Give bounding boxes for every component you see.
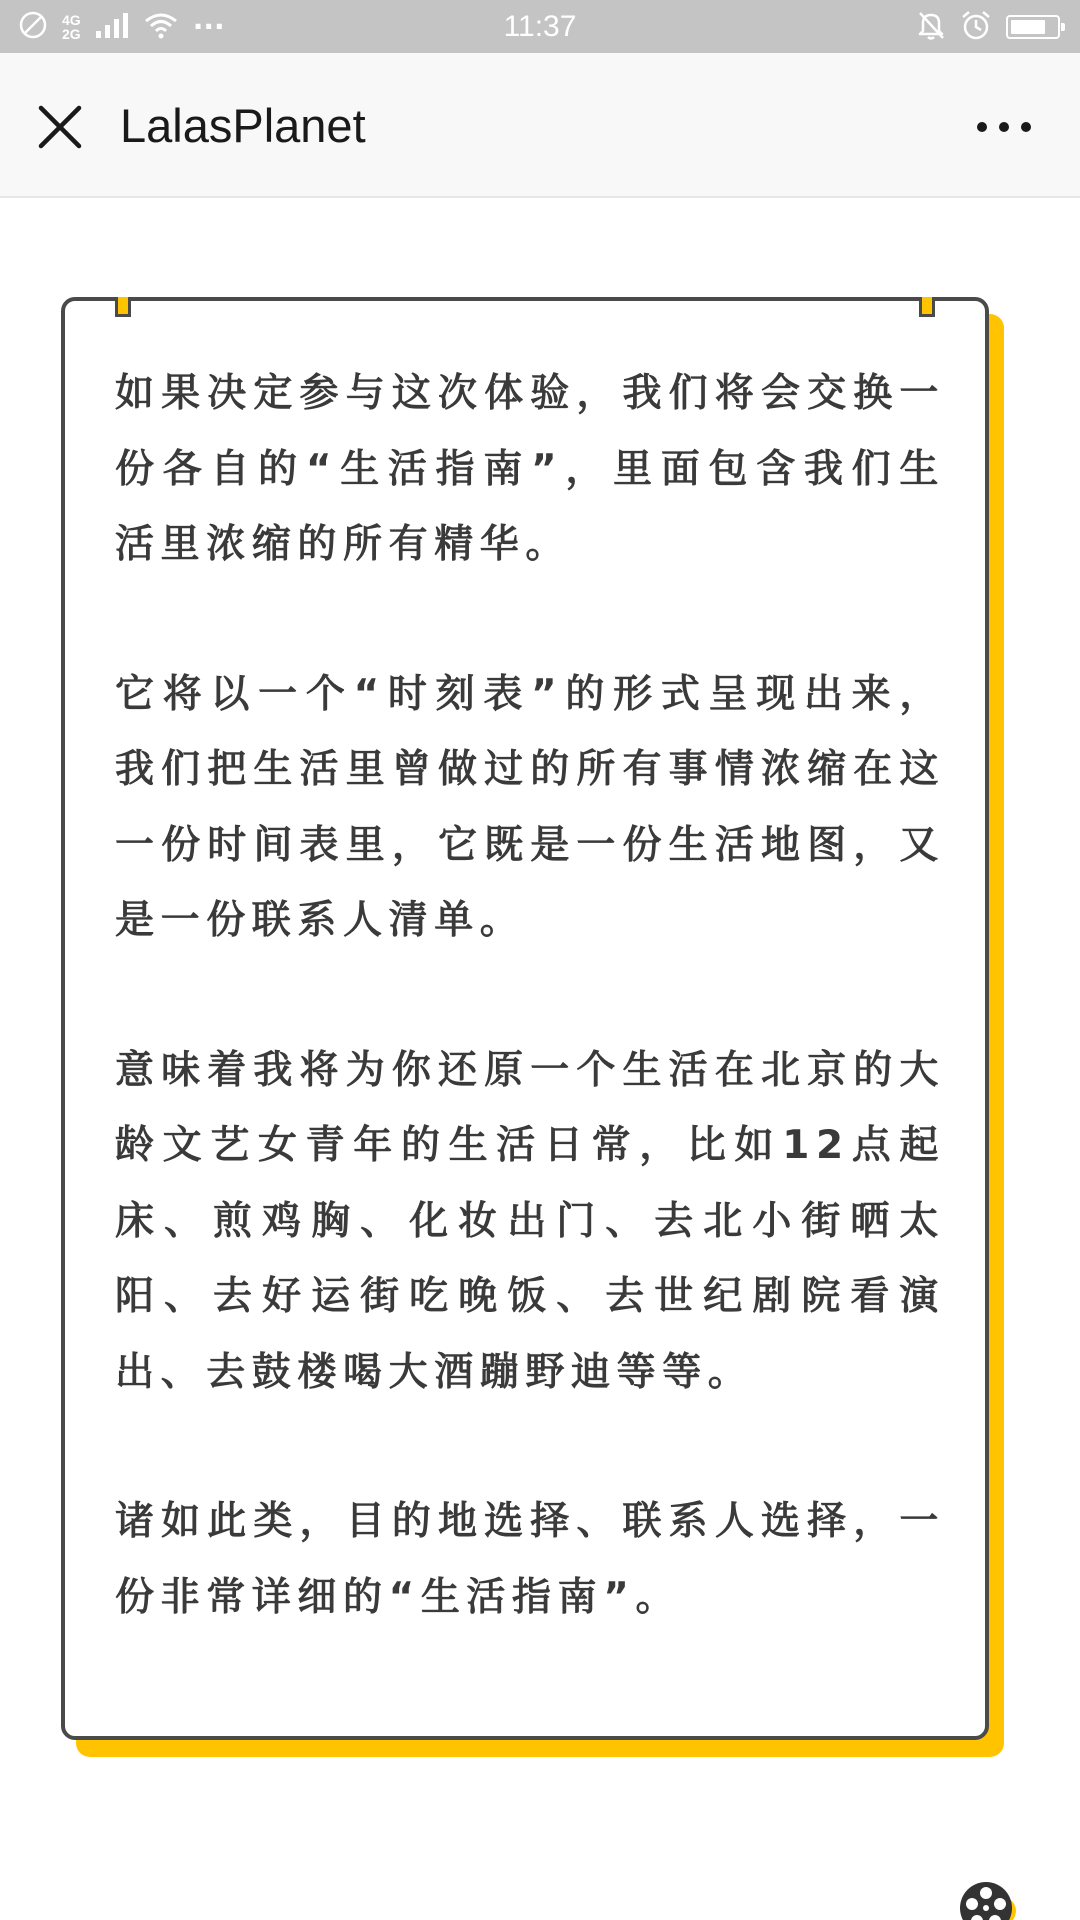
battery-icon bbox=[1006, 15, 1060, 39]
status-bar bbox=[0, 0, 1080, 53]
overflow-dots: ··· bbox=[192, 10, 225, 43]
paragraph-4: 诸如此类，目的地选择、联系人选择，一份非常详细的“生活指南”。 bbox=[115, 1499, 945, 1620]
paragraph-3: 意味着我将为你还原一个生活在北京的大龄文艺女青年的生活日常，比如12点起床、煎鸡胸、化妆出门、去北小街晒太阳、去好运街吃晚饭、去世纪剧院看演出、去鼓楼喝大酒蹦野迪等等。 bbox=[115, 1047, 945, 1395]
page-title: LalasPlanet bbox=[120, 99, 366, 152]
clock: 11:37 bbox=[503, 10, 577, 43]
notifications-off-icon bbox=[916, 9, 946, 45]
close-icon bbox=[38, 105, 82, 149]
paragraph-1: 如果决定参与这次体验，我们将会交换一份各自的“生活指南”，里面包含我们生活里浓缩的所有精华。 bbox=[115, 371, 945, 567]
film-reel-icon bbox=[958, 1880, 1020, 1920]
network-type-top: 4G bbox=[62, 12, 81, 28]
network-type-bottom: 2G bbox=[62, 26, 81, 42]
title-bar bbox=[0, 53, 1080, 198]
more-button[interactable] bbox=[964, 93, 1044, 161]
status-right bbox=[916, 8, 1060, 46]
card-tab-left bbox=[115, 297, 131, 317]
paragraph-2: 它将以一个“时刻表”的形式呈现出来，我们把生活里曾做过的所有事情浓缩在这一份时间表里，它既是一份生活地图，又是一份联系人清单。 bbox=[115, 671, 945, 943]
more-icon bbox=[976, 121, 1032, 133]
card-tab-right bbox=[919, 297, 935, 317]
alarm-icon bbox=[960, 9, 992, 45]
content-card bbox=[61, 297, 989, 1740]
article-body bbox=[115, 356, 945, 1709]
battery-level bbox=[1011, 20, 1045, 34]
film-reel-button[interactable] bbox=[958, 1880, 1020, 1920]
close-button[interactable] bbox=[26, 93, 94, 161]
